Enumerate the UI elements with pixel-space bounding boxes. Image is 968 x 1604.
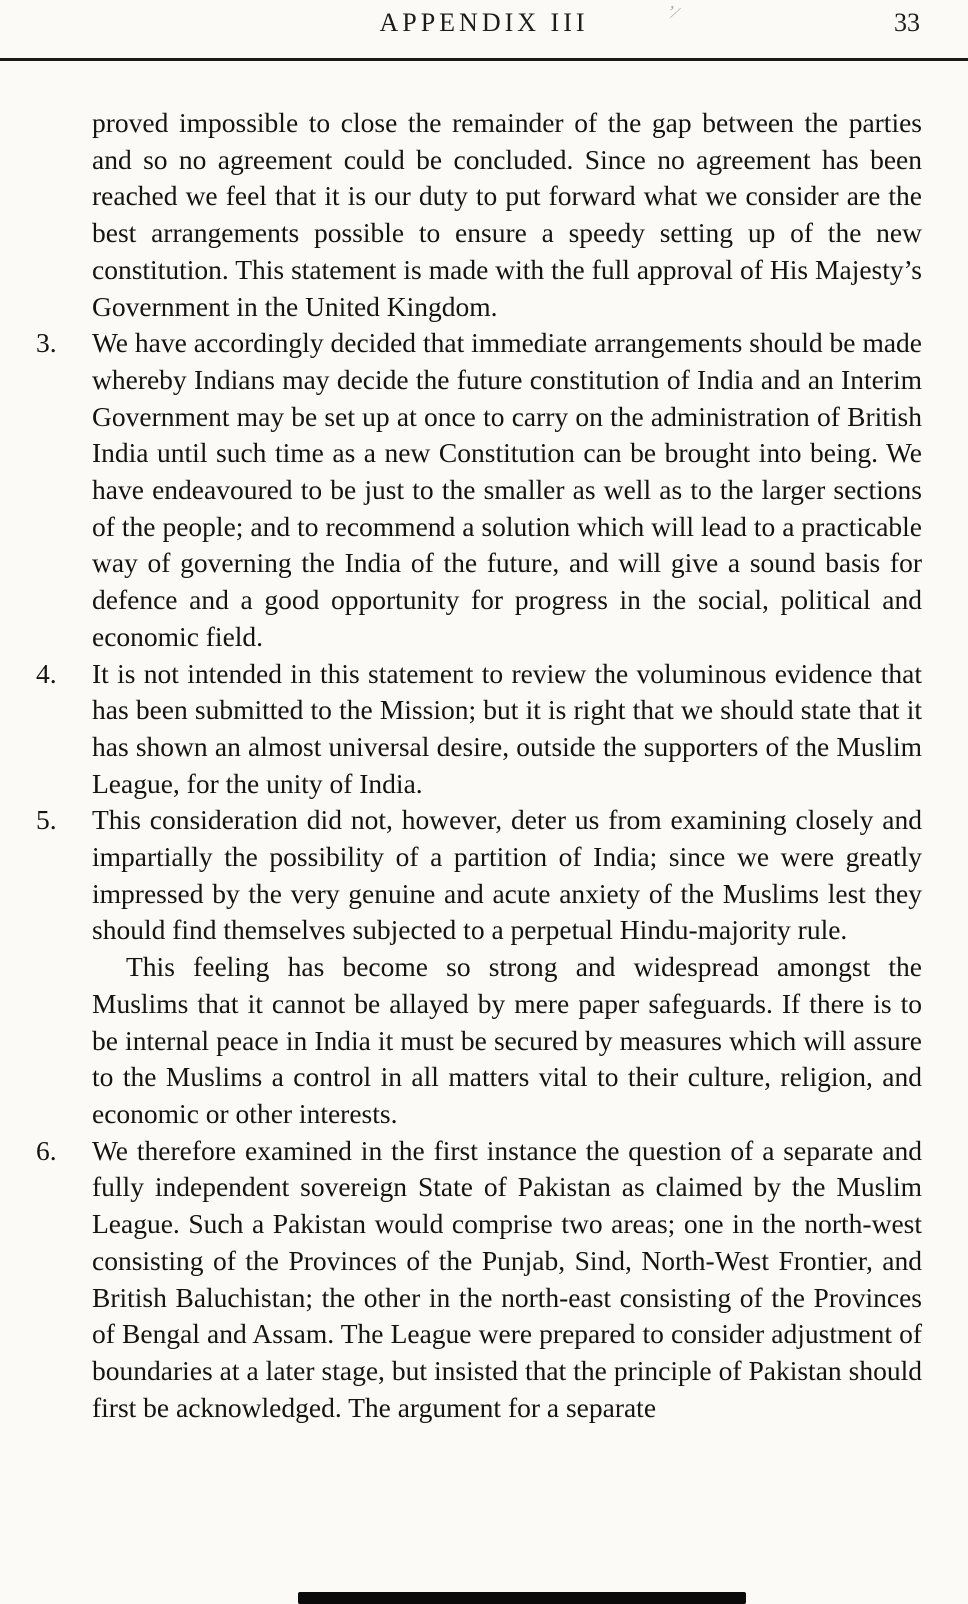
page-body <box>0 61 968 1426</box>
paragraph-6 <box>36 1133 922 1427</box>
paragraph-6-number: 6. <box>36 1134 57 1166</box>
paragraph-3-number: 3. <box>36 327 57 359</box>
paragraph-5-text: This consideration did not, however, deter us from examining closely and impartially the possibility of a partition of India; since we were greatly impressed by the very genuine and acute anxiety of the Muslims lest they should find themselves subjected to a perpetual Hindu-majority rule. <box>92 804 922 946</box>
appendix-title: APPENDIX III <box>379 8 589 37</box>
running-header <box>0 0 968 54</box>
pencil-mark-artifact: ʼ∕ <box>666 1 680 23</box>
paragraph-continuation: proved impossible to close the remainder of the gap between the parties and so no agreement could be concluded. Since no agreement has been reached we feel that it is our duty to put forward what we consider are the best arrangements possible to ensure a speedy setting up of the new constitution. This statement is made with the full approval of His Majesty’s Government in the United Kingdom. <box>92 107 922 322</box>
paragraph-5-continuation: This feeling has become so strong and widespread amongst the Muslims that it cannot be allayed by mere paper safeguards. If there is to be internal peace in India it must be secured by measures which will assure to the Muslims a control in all matters vital to their culture, religion, and economic or other interests. <box>92 951 922 1129</box>
paragraph-5 <box>36 802 922 949</box>
paragraph-5-number: 5. <box>36 804 57 836</box>
page-number: 33 <box>894 8 920 37</box>
paragraph-4-number: 4. <box>36 657 57 689</box>
scan-artifact-bar <box>298 1592 746 1604</box>
paragraph-4 <box>36 656 922 803</box>
paragraph-3-text: We have accordingly decided that immediate arrangements should be made whereby Indians may decide the future constitution of India and an Interim Government may be set up at once to carry on the administration of British India until such time as a new Constitution can be brought into being. We have endeavoured to be just to the smaller as well as to the larger sections of the people; and to recommend a solution which will lead to a practicable way of governing the India of the future, and will give a sound basis for defence and a good opportunity for progress in the social, political and economic field. <box>92 327 922 652</box>
paragraph-3 <box>36 325 922 655</box>
paragraph-4-text: It is not intended in this statement to review the voluminous evidence that has been submitted to the Mission; but it is right that we should state that it has shown an almost universal desire, outside the supporters of the Muslim League, for the unity of India. <box>92 657 922 799</box>
paragraph-6-text: We therefore examined in the first instance the question of a separate and fully independent sovereign State of Pakistan as claimed by the Muslim League. Such a Pakistan would comprise two areas; one in the north-west consisting of the Provinces of the Punjab, Sind, North-West Frontier, and British Baluchistan; the other in the north-east consisting of the Provinces of Bengal and Assam. The League were prepared to consider adjustment of boundaries at a later stage, but insisted that the principle of Pakistan should first be acknowledged. The argument for a separate <box>92 1134 922 1423</box>
